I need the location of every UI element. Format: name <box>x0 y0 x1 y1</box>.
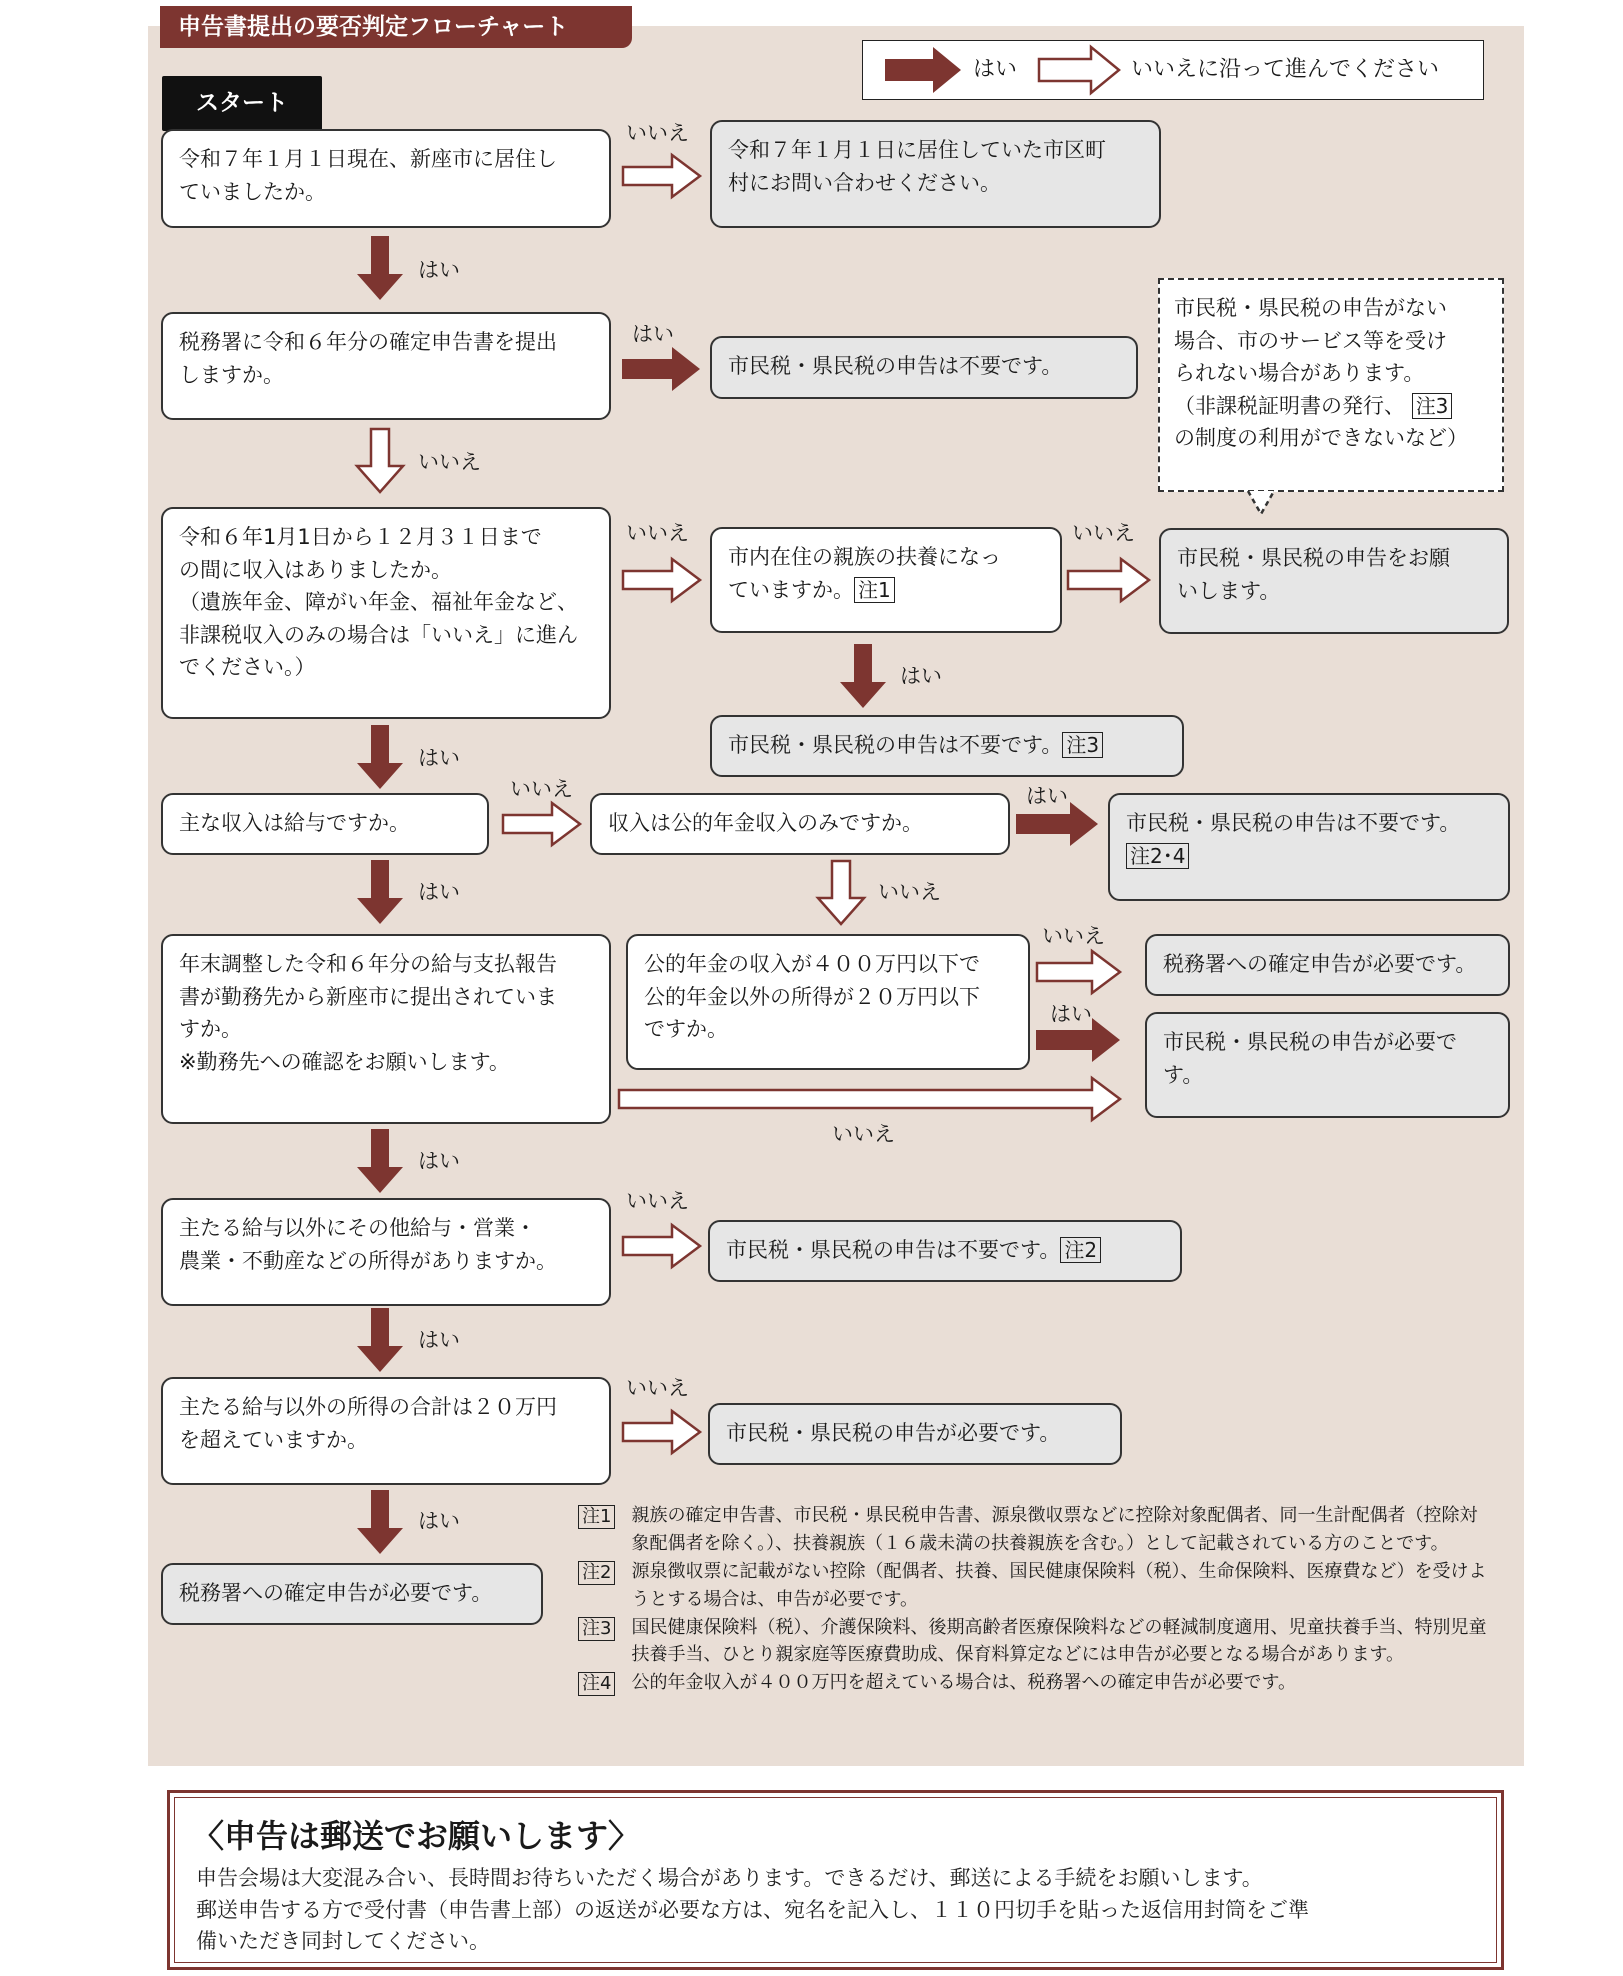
question-income-period: 令和６年1月1日から１２月３１日まで の間に収入はありましたか。 （遺族年金、障がい年金、福祉年金など、 非課税収入のみの場合は「いいえ」に進ん でください。） <box>161 507 611 719</box>
question-residence: 令和７年１月１日現在、新座市に居住し ていましたか。 <box>161 129 611 228</box>
label-yes-2: はい <box>632 322 674 346</box>
arrow-down-no-pension <box>816 860 866 926</box>
result-required-2: 市民税・県民税の申告が必要です。 <box>708 1403 1122 1465</box>
result-required-1: 市民税・県民税の申告が必要で す。 <box>1145 1012 1510 1118</box>
result-not-required-3-text: 市民税・県民税の申告は不要です。 <box>728 733 1063 757</box>
footnote-text: 公的年金収入が４００万円を超えている場合は、税務署への確定申告が必要です。 <box>631 1672 1297 1694</box>
label-no-threshold: いいえ <box>1042 924 1105 948</box>
mail-heading: 〈申告は郵送でお願いします〉 <box>192 1817 641 1855</box>
label-no-4: いいえ <box>510 777 573 801</box>
arrow-right-no-5-long <box>618 1075 1124 1123</box>
arrow-down-yes-4 <box>355 860 405 926</box>
note-chip-2: 注2 <box>1060 1237 1101 1263</box>
arrow-down-yes-5 <box>355 1129 405 1195</box>
footnote-text: 親族の確定申告書、市民税・県民税申告書、源泉徴収票などに控除対象配偶者、同一生計配偶者（控除対象配偶者を除く。）、扶養親族（１６歳未満の扶養親族を含む。）として記載されている方のことです。 <box>631 1505 1478 1554</box>
label-yes-1: はい <box>418 258 460 282</box>
footnote-4 <box>578 1669 1490 1697</box>
arrow-right-no-4 <box>502 800 582 848</box>
label-yes-5: はい <box>418 1149 460 1173</box>
arrow-right-no-3 <box>622 556 702 604</box>
result-not-required-2 <box>708 1220 1182 1282</box>
label-no-5: いいえ <box>832 1122 895 1146</box>
callout-text-end: の制度の利用ができないなど） <box>1174 426 1468 451</box>
question-other-income: 主たる給与以外にその他給与・営業・ 農業・不動産などの所得がありますか。 <box>161 1198 611 1306</box>
legend-no-label: いいえに沿って進んでください <box>1131 57 1440 82</box>
arrow-down-yes-dependent <box>838 644 888 710</box>
arrow-right-no-7 <box>622 1408 702 1456</box>
label-no-6: いいえ <box>626 1189 689 1213</box>
question-pension-only: 収入は公的年金収入のみですか。 <box>590 793 1010 855</box>
question-pension-threshold: 公的年金の収入が４００万円以下で 公的年金以外の所得が２０万円以下 ですか。 <box>626 934 1030 1070</box>
arrow-right-no-dependent <box>1067 556 1151 604</box>
footnote-3 <box>578 1614 1490 1670</box>
arrow-down-yes-7 <box>355 1490 405 1556</box>
footnote-1 <box>578 1502 1490 1558</box>
arrow-right-no-6 <box>622 1222 702 1270</box>
footnote-tag: 注2 <box>578 1561 615 1585</box>
footnotes <box>578 1502 1490 1697</box>
mail-notice <box>167 1790 1504 1970</box>
result-tax-office-1: 税務署への確定申告が必要です。 <box>1145 934 1510 996</box>
legend-yes-arrow-icon <box>883 41 963 99</box>
label-yes-7: はい <box>418 1509 460 1533</box>
result-not-required-24-text: 市民税・県民税の申告は不要です。 <box>1126 811 1461 835</box>
arrow-down-no-2 <box>355 428 405 494</box>
label-yes-pension: はい <box>1026 784 1068 808</box>
result-not-required-1: 市民税・県民税の申告は不要です。 <box>710 336 1138 399</box>
footnote-tag: 注1 <box>578 1505 615 1529</box>
question-dependent <box>710 527 1062 633</box>
note-chip-24: 注2･4 <box>1126 843 1189 869</box>
label-yes-3: はい <box>418 746 460 770</box>
label-no-7: いいえ <box>626 1376 689 1400</box>
legend-yes-label: はい <box>973 57 1018 82</box>
result-contact-municipality: 令和７年１月１日に居住していた市区町 村にお問い合わせください。 <box>710 120 1161 228</box>
footnote-2 <box>578 1558 1490 1614</box>
label-yes-6: はい <box>418 1328 460 1352</box>
result-not-required-24 <box>1108 793 1510 901</box>
footnote-tag: 注3 <box>578 1617 615 1641</box>
legend <box>862 40 1484 100</box>
callout-pointer-icon <box>1248 490 1274 518</box>
note-chip-3: 注3 <box>1412 393 1453 419</box>
arrow-down-yes-3 <box>355 725 405 791</box>
label-no-pension: いいえ <box>878 880 941 904</box>
label-yes-4: はい <box>418 880 460 904</box>
label-yes-threshold: はい <box>1050 1002 1092 1026</box>
question-other-income-total: 主たる給与以外の所得の合計は２０万円 を超えていますか。 <box>161 1377 611 1485</box>
footnote-text: 源泉徴収票に記載がない控除（配偶者、扶養、国民健康保険料（税）、生命保険料、医療費など）を受けようとする場合は、申告が必要です。 <box>631 1560 1487 1610</box>
start-label: スタート <box>162 76 322 131</box>
result-tax-office-2: 税務署への確定申告が必要です。 <box>161 1563 543 1625</box>
arrow-down-yes-1 <box>355 236 405 302</box>
arrow-right-no-threshold <box>1036 948 1122 996</box>
label-no-dependent: いいえ <box>1072 521 1135 545</box>
chart-title: 申告書提出の要否判定フローチャート <box>160 6 632 48</box>
mail-body: 申告会場は大変混み合い、長時間お待ちいただく場合があります。できるだけ、郵送による手続をお願いします。 郵送申告する方で受付書（申告書上部）の返送が必要な方は、宛名を記入し、１１０円切手を貼った返信用封筒をご準 備いただき同封してください。 <box>196 1866 1309 1953</box>
question-tax-return: 税務署に令和６年分の確定申告書を提出 しますか。 <box>161 312 611 420</box>
question-year-end-adjustment: 年末調整した令和６年分の給与支払報告 書が勤務先から新座市に提出されていま すか。 ※勤務先への確認をお願いします。 <box>161 934 611 1124</box>
result-please-file: 市民税・県民税の申告をお願 いします。 <box>1159 528 1509 634</box>
footnote-tag: 注4 <box>578 1672 615 1696</box>
result-not-required-2-text: 市民税・県民税の申告は不要です。 <box>726 1238 1061 1262</box>
label-no-2: いいえ <box>418 450 481 474</box>
arrow-down-yes-6 <box>355 1308 405 1374</box>
result-not-required-3 <box>710 715 1184 777</box>
arrow-right-yes-2 <box>622 345 702 393</box>
label-no-3: いいえ <box>626 521 689 545</box>
note-chip-3b: 注3 <box>1062 732 1103 758</box>
question-salary-main: 主な収入は給与ですか。 <box>161 793 489 855</box>
question-dependent-text: 市内在住の親族の扶養になっ ていますか。 <box>728 545 1001 602</box>
label-yes-dependent: はい <box>900 664 942 688</box>
arrow-right-no-1 <box>622 152 702 200</box>
label-no-1: いいえ <box>626 121 689 145</box>
footnote-text: 国民健康保険料（税）、介護保険料、後期高齢者医療保険料などの軽減制度適用、児童扶養手当、特別児童扶養手当、ひとり親家庭等医療費助成、保育料算定などには申告が必要となる場合があります。 <box>631 1616 1487 1666</box>
legend-no-arrow-icon <box>1037 41 1121 99</box>
callout-warning <box>1158 278 1504 492</box>
callout-text: 市民税・県民税の申告がない 場合、市のサービス等を受け られない場合があります。 （非課税証明書の発行、 <box>1174 296 1447 418</box>
note-chip-1: 注1 <box>854 577 895 603</box>
